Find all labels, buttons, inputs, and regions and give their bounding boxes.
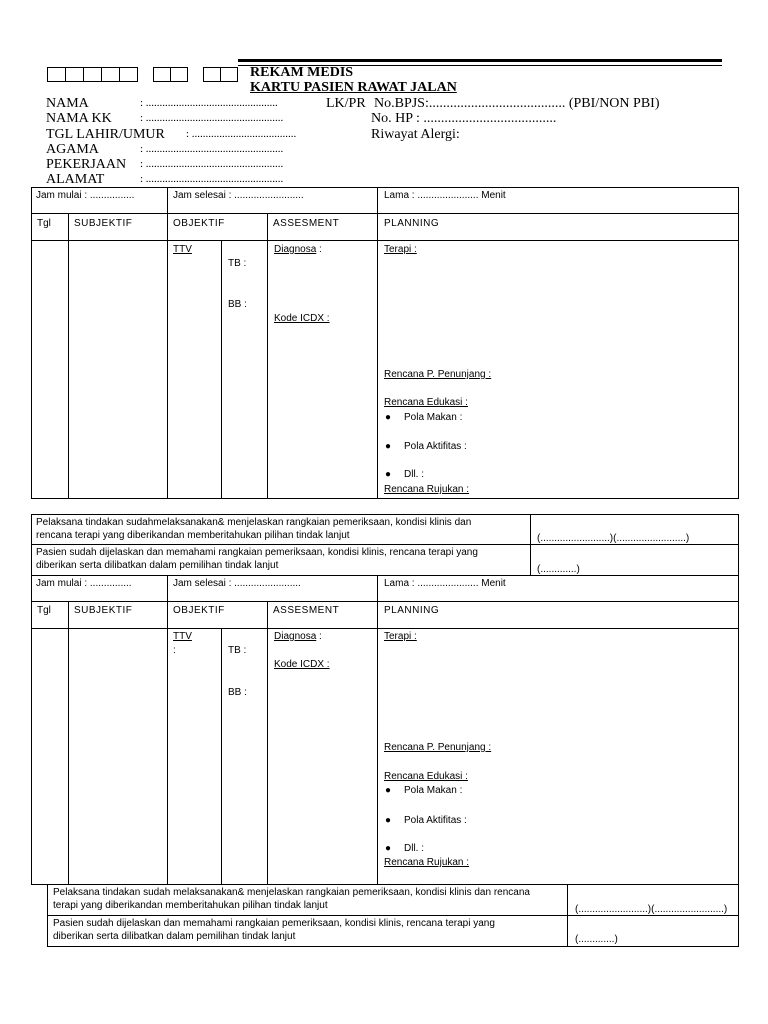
consent-pelaksana-text-line1: Pelaksana tindakan sudah melaksanakan& menjelaskan rangkaian pemeriksaan, kondisi klinis dan rencana [53, 887, 530, 898]
table-line [267, 213, 268, 499]
table-line [31, 187, 739, 188]
record-number-box[interactable] [65, 67, 84, 82]
consent-pelaksana-text-line2: rencana terapi yang diberikandan memberitahukan pilihan tindak lanjut [36, 530, 350, 541]
title-kartu-pasien: KARTU PASIEN RAWAT JALAN [250, 80, 457, 95]
jam-selesai[interactable]: Jam selesai : ......................... [173, 190, 304, 201]
column-header-subjektif: SUBJEKTIF [74, 605, 133, 616]
diagnosa-colon: : [316, 244, 322, 255]
table-line [47, 946, 739, 947]
record-number-box[interactable] [203, 67, 221, 82]
field-bpjs[interactable]: No.BPJS:....................................... (PBI/NON PBI) [374, 96, 660, 111]
consent-pelaksana-text-line2: terapi yang diberikandan memberitahukan pilihan tindak lanjut [53, 900, 328, 911]
field-nama-label: NAMA [46, 96, 89, 111]
table-line [567, 884, 568, 947]
pola-makan-label[interactable]: Pola Makan : [404, 412, 463, 423]
consent-pelaksana-signature[interactable]: (.........................)(.........................) [537, 533, 690, 544]
field-agama-value[interactable]: : .................................................. [140, 143, 284, 155]
column-header-objektif: OBJEKTIF [173, 218, 225, 229]
table-line [530, 514, 531, 576]
pola-aktifitas-label[interactable]: Pola Aktifitas : [404, 815, 467, 826]
diagnosa-colon: : [316, 631, 322, 642]
table-line [167, 575, 168, 885]
record-number-box[interactable] [153, 67, 171, 82]
table-line [31, 628, 739, 629]
lama-menit[interactable]: Lama : ...................... Menit [384, 578, 506, 589]
pola-aktifitas-label[interactable]: Pola Aktifitas : [404, 441, 467, 452]
consent-pasien-text-line1: Pasien sudah dijelaskan dan memahami rangkaian pemeriksaan, kondisi klinis, rencana terapi yang [53, 918, 495, 929]
diagnosa-label [274, 244, 322, 256]
table-line [31, 514, 32, 576]
field-nama-kk-value[interactable]: : .................................................. [140, 112, 284, 124]
table-line [31, 575, 32, 885]
table-line [31, 213, 739, 214]
table-line [738, 514, 739, 576]
consent-pasien-text-line2: diberikan serta dilibatkan dalam pemilihan tindak lanjut [53, 931, 296, 942]
table-line [47, 884, 48, 947]
bullet-icon: ● [385, 412, 392, 423]
bb-label[interactable]: BB : [228, 299, 247, 310]
bullet-icon: ● [385, 441, 392, 452]
consent-pasien-signature[interactable]: (.............) [575, 934, 618, 945]
field-lk-pr[interactable]: LK/PR [326, 96, 366, 111]
tb-label[interactable]: TB : [228, 258, 247, 269]
title-rekam-medis: REKAM MEDIS [250, 65, 354, 80]
table-line [377, 187, 378, 499]
field-nama-value[interactable]: : ................................................ [140, 97, 278, 109]
consent-pelaksana-signature[interactable]: (.........................)(.........................) [575, 904, 728, 915]
table-line [31, 187, 32, 499]
column-header-planning: PLANNING [384, 605, 440, 616]
table-line [31, 498, 739, 499]
pola-makan-label[interactable]: Pola Makan : [404, 785, 463, 796]
table-line [738, 575, 739, 885]
rencana-penunjang-label: Rencana P. Penunjang : [384, 369, 492, 380]
column-header-subjektif: SUBJEKTIF [74, 218, 133, 229]
rencana-rujukan-label: Rencana Rujukan : [384, 857, 470, 868]
terapi-label: Terapi : [384, 244, 417, 255]
dll-label[interactable]: Dll. : [404, 843, 424, 854]
consent-pelaksana-text-line1: Pelaksana tindakan sudahmelaksanakan& menjelaskan rangkaian pemeriksaan, kondisi klinis dan [36, 517, 472, 528]
field-alamat-value[interactable]: : .................................................. [140, 173, 284, 185]
bullet-icon: ● [385, 815, 392, 826]
table-line [267, 601, 268, 885]
table-line [68, 213, 69, 499]
table-line [47, 884, 739, 885]
record-number-box[interactable] [170, 67, 188, 82]
rencana-edukasi-label: Rencana Edukasi : [384, 397, 468, 408]
column-header-assesment: ASSESMENT [273, 605, 340, 616]
table-line [167, 187, 168, 499]
field-tgl-lahir-value[interactable]: : ...................................... [186, 128, 297, 140]
record-number-box[interactable] [47, 67, 66, 82]
diagnosa-text: Diagnosa [274, 244, 317, 255]
terapi-label: Terapi : [384, 631, 417, 642]
rencana-edukasi-label: Rencana Edukasi : [384, 771, 468, 782]
field-alamat-label: ALAMAT [46, 172, 105, 187]
ttv-colon: : [173, 645, 176, 656]
field-riwayat-alergi[interactable]: Riwayat Alergi: [371, 127, 460, 142]
table-line [31, 514, 739, 515]
top-rule-thick [238, 59, 722, 62]
jam-selesai[interactable]: Jam selesai : ........................ [173, 578, 301, 589]
table-line [31, 240, 739, 241]
column-header-planning: PLANNING [384, 218, 440, 229]
column-header-tgl: Tgl [37, 218, 51, 229]
field-tgl-lahir-label: TGL LAHIR/UMUR [46, 127, 165, 142]
ttv-label: TTV [173, 244, 192, 255]
table-line [221, 628, 222, 885]
consent-pasien-signature[interactable]: (.............) [537, 564, 580, 575]
table-line [738, 187, 739, 499]
column-header-tgl: Tgl [37, 605, 51, 616]
kode-icdx-label: Kode ICDX : [274, 313, 330, 324]
record-number-box[interactable] [220, 67, 238, 82]
field-pekerjaan-label: PEKERJAAN [46, 157, 127, 172]
field-no-hp[interactable]: No. HP : ...................................... [371, 111, 557, 126]
kode-icdx-label: Kode ICDX : [274, 659, 330, 670]
jam-mulai[interactable]: Jam mulai : ................ [36, 190, 135, 201]
dll-label[interactable]: Dll. : [404, 469, 424, 480]
field-agama-label: AGAMA [46, 142, 99, 157]
column-header-objektif: OBJEKTIF [173, 605, 225, 616]
tb-label[interactable]: TB : [228, 645, 247, 656]
diagnosa-label [274, 631, 322, 643]
record-number-box[interactable] [101, 67, 120, 82]
field-pekerjaan-value[interactable]: : .................................................. [140, 158, 284, 170]
field-nama-kk-label: NAMA KK [46, 111, 112, 126]
jam-mulai[interactable]: Jam mulai : ............... [36, 578, 132, 589]
diagnosa-text: Diagnosa [274, 631, 317, 642]
rencana-penunjang-label: Rencana P. Penunjang : [384, 742, 492, 753]
rencana-rujukan-label: Rencana Rujukan : [384, 484, 470, 495]
bullet-icon: ● [385, 469, 392, 480]
table-line [221, 240, 222, 499]
bullet-icon: ● [385, 843, 392, 854]
record-number-box[interactable] [119, 67, 138, 82]
record-number-box[interactable] [83, 67, 102, 82]
table-line [68, 601, 69, 885]
consent-pasien-text-line2: diberikan serta dilibatkan dalam pemilihan tindak lanjut [36, 560, 279, 571]
consent-pasien-text-line1: Pasien sudah dijelaskan dan memahami rangkaian pemeriksaan, kondisi klinis, rencana terapi yang [36, 547, 478, 558]
table-line [377, 575, 378, 885]
bb-label[interactable]: BB : [228, 687, 247, 698]
table-line [31, 575, 739, 576]
ttv-label: TTV [173, 631, 192, 642]
bullet-icon: ● [385, 785, 392, 796]
table-line [738, 884, 739, 947]
lama-menit[interactable]: Lama : ...................... Menit [384, 190, 506, 201]
table-line [31, 601, 739, 602]
column-header-assesment: ASSESMENT [273, 218, 340, 229]
